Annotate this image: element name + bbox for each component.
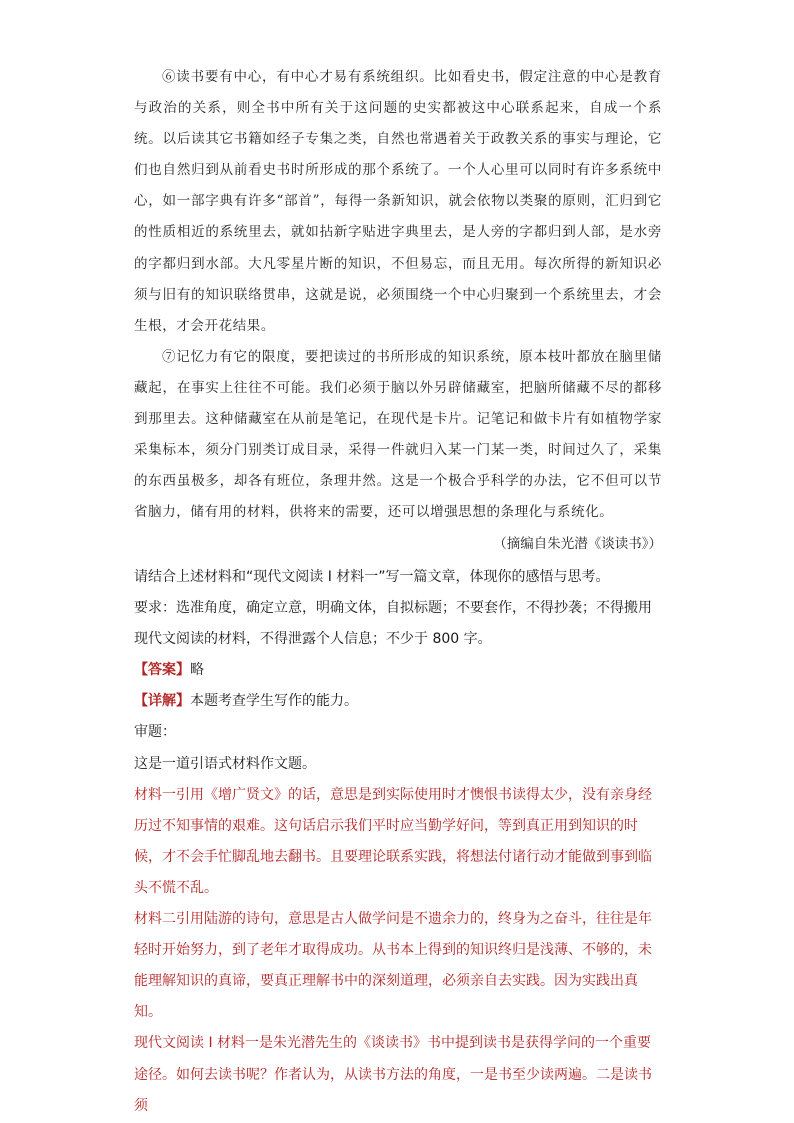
- answer-tag: 【答案】: [134, 662, 190, 679]
- detail-tag: 【详解】: [134, 693, 190, 710]
- writing-requirements: 要求：选准角度，确定立意，明确文体，自拟标题；不要套作，不得抄袭；不得搬用现代文阅读的材料，不得泄露个人信息；不少于 800 字。: [134, 600, 652, 648]
- writing-prompt: 请结合上述材料和“现代文阅读 I 材料一”写一篇文章，体现你的感悟与思考。: [134, 569, 610, 585]
- detail-line: [134, 686, 664, 717]
- reading-passage: [134, 62, 662, 528]
- material-two-analysis: 材料二引用陆游的诗句，意思是古人做学问是不遗余力的，终身为之奋斗，往往是年轻时开始努力，到了老年才取得成功。从书本上得到的知识终归是浅薄、不够的，未能理解知识的真谛，要真正理解书中的深刻道理，必须亲自去实践。因为实践出真知。: [134, 911, 652, 1021]
- answer-line: [134, 655, 664, 686]
- shenti-label: 审题：: [134, 724, 176, 741]
- material-one-analysis: 材料一引用《增广贤文》的话，意思是到实际使用时才懊恨书读得太少，没有亲身经历过不知事情的艰难。这句话启示我们平时应当勤学好问，等到真正用到知识的时候，才不会手忙脚乱地去翻书。且要理论联系实践，将想法付诸行动才能做到事到临头不慌不乱。: [134, 786, 652, 896]
- detail-text: 本题考查学生写作的能力。: [190, 693, 358, 710]
- passage-source: （摘编自朱光潜《谈读书》）: [493, 536, 662, 552]
- type-line: 这是一道引语式材料作文题。: [134, 755, 316, 772]
- modern-reading-analysis: 现代文阅读 I 材料一是朱光潜先生的《谈读书》书中提到读书是获得学问的一个重要途径。如何去读书呢？作者认为，从读书方法的角度，一是书至少读两遍。二是读书须: [134, 1035, 652, 1114]
- answer-text: 略: [190, 662, 204, 679]
- paragraph-6: ⑥读书要有中心，有中心才易有系统组织。比如看史书，假定注意的中心是教育与政治的关系，则全书中所有关于这问题的史实都被这中心联系起来，自成一个系统。以后读其它书籍如经子专集之类，自然也常遇着关于政教关系的事实与理论，它们也自然归到从前看史书时所形成的那个系统了。一个人心里可以同时有许多系统中心，如一部字典有许多“部首”，每得一条新知识，就会依物以类聚的原则，汇归到它的性质相近的系统里去，就如拈新字贴进字典里去，是人旁的字都归到人部，是水旁的字都归到水部。大凡零星片断的知识，不但易忘，而且无用。每次所得的新知识必须与旧有的知识联络贯串，这就是说，必须围绕一个中心归聚到一个系统里去，才会生根，才会开花结果。: [134, 69, 662, 334]
- paragraph-7: ⑦记忆力有它的限度，要把读过的书所形成的知识系统，原本枝叶都放在脑里储藏起，在事实上往往不可能。我们必须于脑以外另辟储藏室，把脑所储藏不尽的都移到那里去。这种储藏室在从前是笔记，在现代是卡片。记笔记和做卡片有如植物学家采集标本，须分门别类订成目录，采得一件就归入某一门某一类，时间过久了，采集的东西虽极多，却各有班位，条理井然。这是一个极合乎科学的办法，它不但可以节省脑力，储有用的材料，供将来的需要，还可以增强思想的条理化与系统化。: [134, 348, 662, 521]
- answer-section: [134, 562, 664, 1122]
